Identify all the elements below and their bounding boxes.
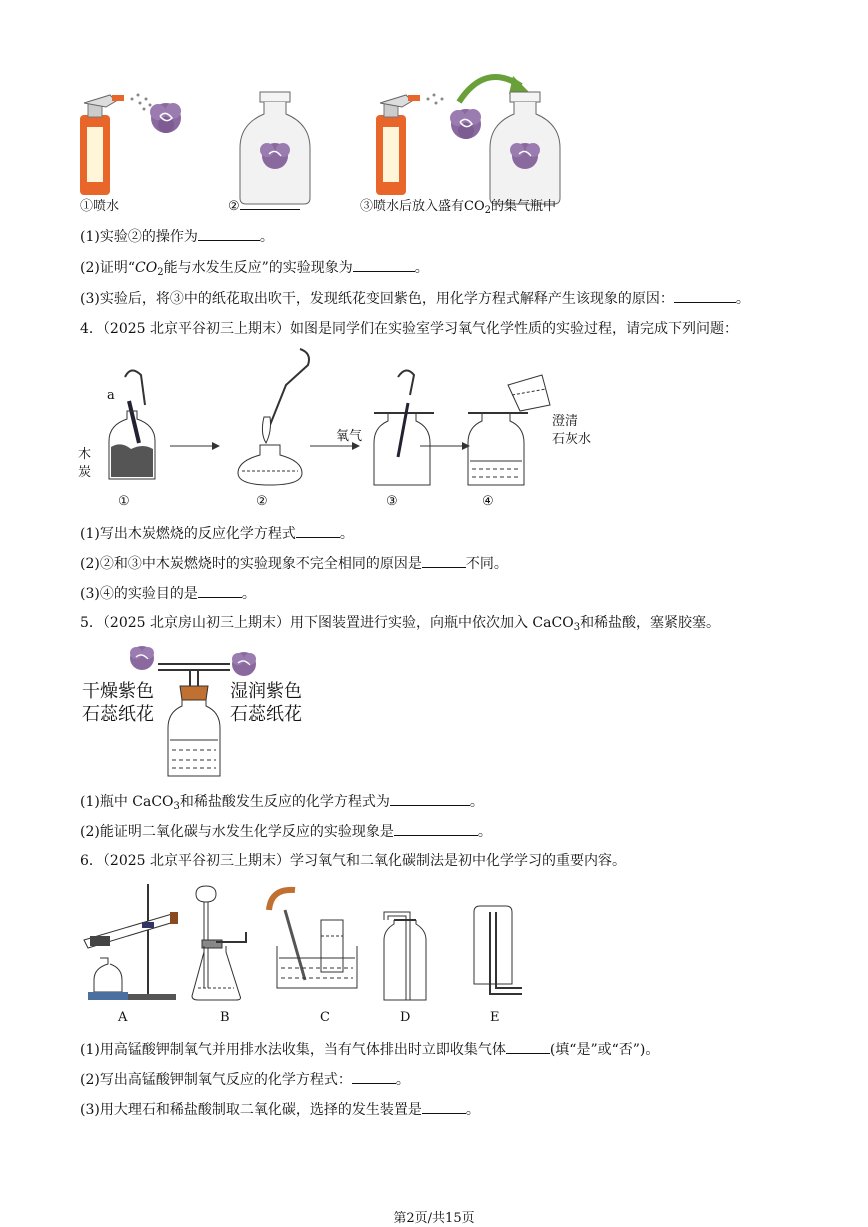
- q6-title: 6．（2025 北京平谷初三上期末）学习氧气和二氧化碳制法是初中化学学习的重要内容。: [80, 853, 626, 869]
- limewater-bottle-diagram: [462, 365, 552, 495]
- q6-item-2: (2)写出高锰酸钾制氧气反应的化学方程式： 。: [80, 1069, 410, 1090]
- q3-item-2: (2)证明“$CO_2$能与水发生反应”的实验现象为 。: [80, 257, 429, 283]
- q6-item-3: (3)用大理石和稀盐酸制取二氧化碳，选择的发生装置是 。: [80, 1099, 480, 1120]
- q3-item-1: (1)实验②的操作为 。: [80, 226, 274, 247]
- answer-blank[interactable]: [422, 553, 466, 568]
- q4-title: 4．（2025 北京平谷初三上期末）如图是同学们在实验室学习氧气化学性质的实验过程，请完成下列问题：: [80, 321, 738, 337]
- apparatus-e-diagram: [468, 880, 528, 1005]
- apparatus-c-diagram: [265, 880, 365, 1005]
- oxygen-bottle-diagram: [368, 365, 448, 495]
- answer-blank[interactable]: [352, 1069, 396, 1084]
- fig1-label-2: ②: [228, 195, 300, 214]
- q4-item-2: (2)②和③中木炭燃烧时的实验现象不完全相同的原因是 不同。: [80, 553, 508, 574]
- answer-blank[interactable]: [422, 1099, 466, 1114]
- q4-item-1: (1)写出木炭燃烧的反应化学方程式 。: [80, 523, 354, 544]
- flower-icon: [446, 104, 486, 144]
- fig1-label-1: ①喷水: [80, 199, 120, 214]
- flower-icon: [146, 98, 186, 138]
- q4-item-3: (3)④的实验目的是 。: [80, 583, 256, 604]
- apparatus-b-diagram: [190, 880, 260, 1005]
- gas-bottle-icon: [236, 88, 316, 208]
- apparatus-a-diagram: [80, 880, 190, 1005]
- answer-blank[interactable]: [198, 583, 242, 598]
- alcohol-lamp-diagram: [230, 345, 320, 495]
- arrow-icon: [170, 440, 220, 452]
- fig1-label-3: ③喷水后放入盛有$CO_2$的集气瓶中: [360, 199, 556, 216]
- apparatus-d-diagram: [380, 880, 440, 1005]
- charcoal-bottle-diagram: [105, 365, 195, 495]
- answer-blank[interactable]: [674, 288, 736, 303]
- q3-item-3: (3)实验后，将③中的纸花取出吹干，发现纸花变回紫色，用化学方程式解释产生该现象的原因： 。: [80, 288, 750, 309]
- answer-blank[interactable]: [296, 523, 340, 538]
- answer-blank[interactable]: [390, 791, 470, 806]
- q5-title: 5．（2025 北京房山初三上期末）用下图装置进行实验，向瓶中依次加入 CaCO$_3$和稀盐酸，塞紧胶塞。: [80, 615, 721, 633]
- page-footer: 第2页/共15页: [393, 1211, 475, 1226]
- answer-blank[interactable]: [394, 821, 478, 836]
- answer-blank[interactable]: [353, 257, 415, 272]
- gas-bottle-icon: [486, 88, 566, 208]
- answer-blank[interactable]: [198, 226, 260, 241]
- q5-item-2: (2)能证明二氧化碳与水发生化学反应的实验现象是 。: [80, 821, 492, 842]
- q6-item-1: (1)用高锰酸钾制氧气并用排水法收集，当有气体排出时立即收集气体 (填“是”或“否”)。: [80, 1039, 659, 1060]
- q5-item-1: (1)瓶中 CaCO$_3$和稀盐酸发生反应的化学方程式为 。: [80, 791, 484, 817]
- answer-blank[interactable]: [506, 1039, 550, 1054]
